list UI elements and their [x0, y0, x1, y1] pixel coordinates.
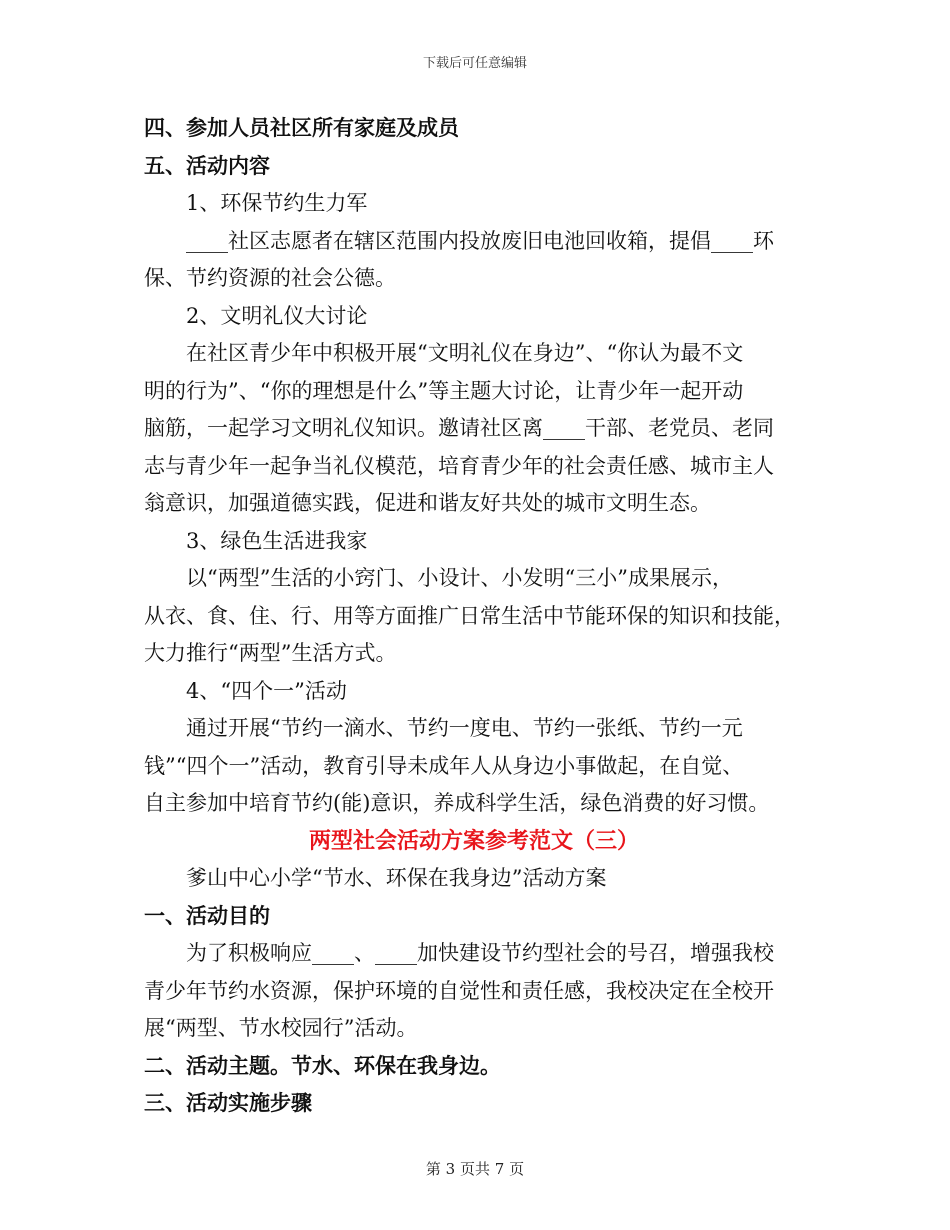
section-heading-steps: 三、活动实施步骤: [144, 1091, 312, 1115]
section-heading-theme: 二、活动主题。节水、环保在我身边。: [144, 1053, 501, 1078]
section-heading-participants: 四、参加人员社区所有家庭及成员: [144, 116, 459, 140]
paragraph-line: 展“两型、节水校园行”活动。: [144, 1016, 418, 1040]
paragraph-line: 明的行为”、“你的理想是什么”等主题大讨论，让青少年一起开动: [144, 378, 744, 403]
plan-subtitle: 爹山中心小学“节水、环保在我身边”活动方案: [186, 866, 607, 890]
paragraph-line: 以“两型”生活的小窍门、小设计、小发明“三小”成果展示，: [186, 566, 733, 590]
page-footer: 第 3 页共 7 页: [425, 1160, 525, 1178]
paragraph-line: 保、节约资源的社会公德。: [144, 266, 396, 290]
subheading-4: 4、“四个一”活动: [186, 678, 347, 703]
paragraph-line: 从衣、食、住、行、用等方面推广日常生活中节能环保的知识和技能，: [144, 603, 795, 628]
paragraph-line: 为了积极响应____、____加快建设节约型社会的号召，增强我校: [186, 941, 774, 965]
paragraph-line: 在社区青少年中积极开展“文明礼仪在身边”、“你认为最不文: [186, 341, 744, 365]
document-body: [144, 110, 804, 1123]
document-title-red: 两型社会活动方案参考范文（三）: [308, 828, 639, 854]
paragraph-line: 钱”“四个一”活动，教育引导未成年人从身边小事做起，在自觉、: [144, 753, 744, 778]
page-header: 下载后可任意编辑: [422, 56, 527, 71]
paragraph-line: 自主参加中培育节约(能)意识，养成科学生活，绿色消费的好习惯。: [144, 791, 770, 815]
paragraph-line: ____社区志愿者在辖区范围内投放废旧电池回收箱，提倡____环: [186, 228, 774, 253]
subheading-1: 1、环保节约生力军: [186, 191, 368, 215]
paragraph-line: 青少年节约水资源，保护环境的自觉性和责任感，我校决定在全校开: [144, 978, 774, 1003]
paragraph-line: 志与青少年一起争当礼仪模范，培育青少年的社会责任感、城市主人: [144, 453, 774, 478]
subheading-2: 2、文明礼仪大讨论: [186, 303, 368, 328]
paragraph-line: 翁意识，加强道德实践，促进和谐友好共处的城市文明生态。: [144, 491, 711, 515]
subheading-3: 3、绿色生活进我家: [186, 528, 368, 553]
paragraph-line: 通过开展“节约一滴水、节约一度电、节约一张纸、节约一元: [186, 716, 743, 740]
section-heading-content: 五、活动内容: [144, 153, 270, 178]
paragraph-line: 大力推行“两型”生活方式。: [144, 641, 397, 665]
paragraph-line: 脑筋，一起学习文明礼仪知识。邀请社区离____干部、老党员、老同: [144, 416, 774, 440]
section-heading-purpose: 一、活动目的: [144, 903, 270, 928]
